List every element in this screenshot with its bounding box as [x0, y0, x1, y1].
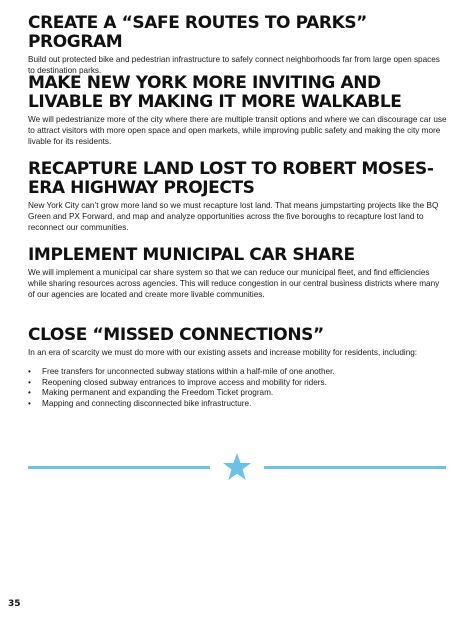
section-recapture-land	[28, 160, 448, 233]
section-heading: IMPLEMENT MUNICIPAL CAR SHARE	[28, 245, 355, 265]
section-safe-routes	[28, 14, 448, 76]
section-walkable	[28, 74, 448, 147]
divider-line-right	[264, 466, 446, 469]
section-body: Build out protected bike and pedestrian infrastructure to safely connect neighborhoods far from large open spaces to destination parks.	[28, 55, 440, 75]
bullet-icon: •	[28, 388, 31, 397]
list-item-text: Reopening closed subway entrances to improve access and mobility for riders.	[42, 377, 327, 387]
list-item	[28, 399, 448, 410]
list-item	[28, 378, 448, 389]
list-item-text: Making permanent and expanding the Freedom Ticket program.	[42, 388, 274, 397]
page-number: 35	[8, 599, 21, 609]
section-heading: CLOSE “MISSED CONNECTIONS”	[28, 325, 324, 345]
section-heading: RECAPTURE LAND LOST TO ROBERT MOSES-ERA HIGHWAY PROJECTS	[28, 159, 434, 198]
section-body: New York City can’t grow more land so we must recapture lost land. That means jumpstarting projects like the BQ Green and PX Forward, and map and analyze opportunities across the five boroughs to recapture lost land to reconnect our communities.	[28, 201, 439, 232]
list-item	[28, 367, 448, 378]
bullet-icon: •	[28, 367, 31, 376]
list-item-text: Mapping and connecting disconnected bike infrastructure.	[42, 398, 252, 408]
section-heading: MAKE NEW YORK MORE INVITING AND LIVABLE BY MAKING IT MORE WALKABLE	[28, 73, 402, 112]
list-item	[28, 388, 448, 399]
section-body: In an era of scarcity we must do more with our existing assets and increase mobility for residents, including:	[28, 348, 418, 357]
star-icon	[222, 452, 252, 482]
section-body: We will implement a municipal car share system so that we can reduce our municipal fleet, and find efficiencies while sharing resources across agencies. This will reduce congestion in our central business districts where many of our agencies are located and create more livable communities.	[28, 268, 440, 299]
section-car-share	[28, 246, 448, 300]
bullet-icon: •	[28, 398, 31, 408]
bullet-list	[28, 367, 448, 409]
bullet-icon: •	[28, 377, 31, 387]
divider-line-left	[28, 466, 210, 469]
section-body: We will pedestrianize more of the city where there are multiple transit options and where we can discourage car use to attract visitors with more open space and open markets, while improving public safety and making the city more livable for its residents.	[28, 115, 447, 146]
section-missed-connections	[28, 326, 448, 409]
list-item-text: Free transfers for unconnected subway stations within a half-mile of one another.	[42, 367, 335, 376]
star-divider	[28, 452, 446, 482]
section-heading: CREATE A “SAFE ROUTES TO PARKS” PROGRAM	[28, 13, 367, 52]
